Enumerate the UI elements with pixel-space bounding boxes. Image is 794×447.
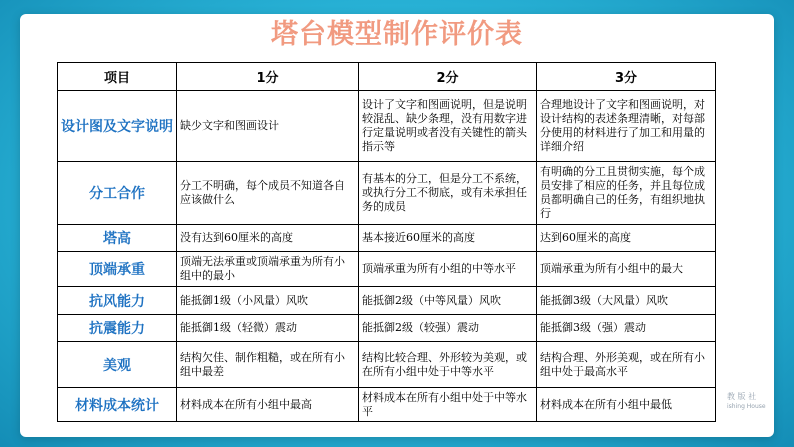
row-item-label: 美观 (58, 342, 177, 388)
score-2-cell: 结构比较合理、外形较为美观，或在所有小组中处于中等水平 (359, 342, 537, 388)
table-row (58, 342, 716, 388)
score-1-cell: 结构欠佳、制作粗糙，或在所有小组中最差 (177, 342, 359, 388)
header-score-1: 1分 (177, 63, 359, 91)
score-1-cell: 没有达到60厘米的高度 (177, 225, 359, 252)
score-1-cell: 顶端无法承重或顶端承重为所有小组中的最小 (177, 252, 359, 287)
score-2-cell: 有基本的分工，但是分工不系统，或执行分工不彻底，或有未承担任务的成员 (359, 162, 537, 225)
evaluation-table (57, 62, 716, 422)
score-3-cell: 结构合理、外形美观，或在所有小组中处于最高水平 (537, 342, 716, 388)
header-item: 项目 (58, 63, 177, 91)
row-item-label: 抗震能力 (58, 315, 177, 342)
score-1-cell: 能抵御1级（小风量）风吹 (177, 287, 359, 315)
table-row (58, 252, 716, 287)
score-3-cell: 能抵御3级（强）震动 (537, 315, 716, 342)
score-2-cell: 顶端承重为所有小组的中等水平 (359, 252, 537, 287)
row-item-label: 设计图及文字说明 (58, 91, 177, 162)
table-row (58, 287, 716, 315)
row-item-label: 分工合作 (58, 162, 177, 225)
score-1-cell: 能抵御1级（轻微）震动 (177, 315, 359, 342)
watermark-line-2: ishing House (727, 403, 766, 410)
table-header-row (58, 63, 716, 91)
score-2-cell: 设计了文字和图画说明，但是说明较混乱、缺少条理，没有用数字进行定量说明或者没有关键性的箭头指示等 (359, 91, 537, 162)
watermark-line-1: 教 版 社 (727, 392, 757, 401)
table-row (58, 225, 716, 252)
score-2-cell: 能抵御2级（中等风量）风吹 (359, 287, 537, 315)
header-score-3: 3分 (537, 63, 716, 91)
score-3-cell: 合理地设计了文字和图画说明，对设计结构的表述条理清晰，对每部分使用的材料进行了加工和用量的详细介绍 (537, 91, 716, 162)
slide-title: 塔台模型制作评价表 (271, 19, 523, 50)
score-1-cell: 分工不明确，每个成员不知道各自应该做什么 (177, 162, 359, 225)
score-1-cell: 缺少文字和图画设计 (177, 91, 359, 162)
score-3-cell: 达到60厘米的高度 (537, 225, 716, 252)
score-2-cell: 基本接近60厘米的高度 (359, 225, 537, 252)
row-item-label: 顶端承重 (58, 252, 177, 287)
table-row (58, 91, 716, 162)
header-score-2: 2分 (359, 63, 537, 91)
publisher-watermark (727, 392, 766, 412)
score-2-cell: 能抵御2级（较强）震动 (359, 315, 537, 342)
row-item-label: 材料成本统计 (58, 388, 177, 422)
score-1-cell: 材料成本在所有小组中最高 (177, 388, 359, 422)
table-row (58, 388, 716, 422)
table-row (58, 315, 716, 342)
score-3-cell: 有明确的分工且贯彻实施，每个成员安排了相应的任务，并且每位成员都明确自己的任务，有组织地执行 (537, 162, 716, 225)
score-3-cell: 能抵御3级（大风量）风吹 (537, 287, 716, 315)
table-row (58, 162, 716, 225)
row-item-label: 塔高 (58, 225, 177, 252)
score-2-cell: 材料成本在所有小组中处于中等水平 (359, 388, 537, 422)
row-item-label: 抗风能力 (58, 287, 177, 315)
score-3-cell: 材料成本在所有小组中最低 (537, 388, 716, 422)
score-3-cell: 顶端承重为所有小组中的最大 (537, 252, 716, 287)
